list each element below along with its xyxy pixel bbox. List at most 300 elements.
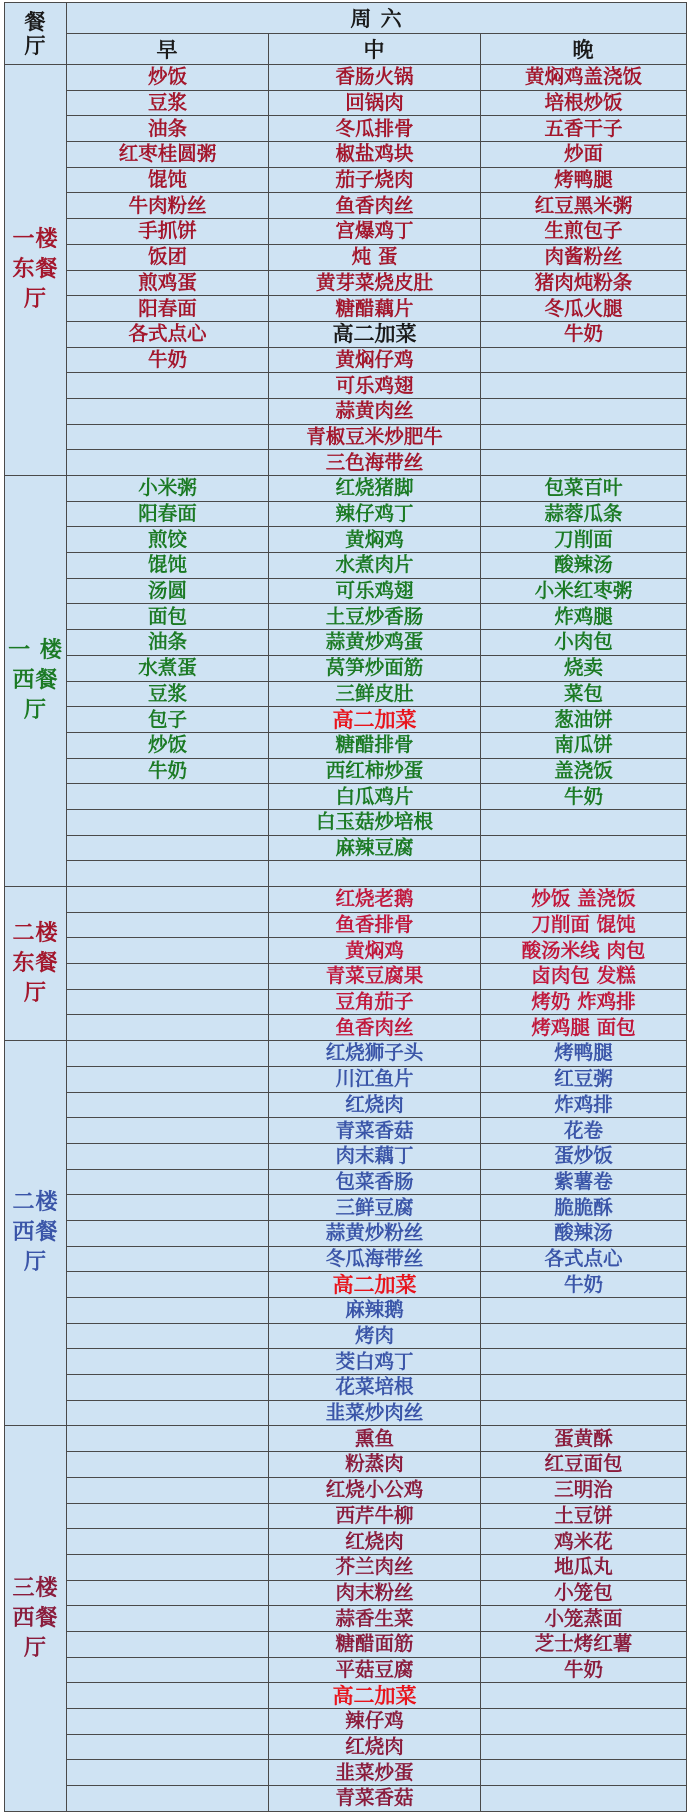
- lunch-dish: 青椒豆米炒肥牛: [269, 424, 481, 450]
- lunch-dish: 白玉菇炒培根: [269, 809, 481, 835]
- menu-table: [4, 2, 687, 1812]
- breakfast-dish: [67, 1349, 269, 1375]
- breakfast-dish: [67, 1657, 269, 1683]
- dinner-dish: 烧卖: [481, 655, 687, 681]
- dinner-dish: [481, 835, 687, 861]
- lunch-dish: 粉蒸肉: [269, 1452, 481, 1478]
- menu-row: [5, 809, 687, 835]
- dinner-dish: [481, 373, 687, 399]
- breakfast-dish: 牛奶: [67, 347, 269, 373]
- breakfast-dish: 馄饨: [67, 167, 269, 193]
- dinner-dish: [481, 424, 687, 450]
- menu-row: [5, 424, 687, 450]
- breakfast-dish: [67, 450, 269, 476]
- breakfast-dish: [67, 1400, 269, 1426]
- menu-row: [5, 1220, 687, 1246]
- breakfast-dish: [67, 1220, 269, 1246]
- hall-header-label: 餐厅: [24, 9, 47, 58]
- breakfast-dish: [67, 1375, 269, 1401]
- menu-row: [5, 964, 687, 990]
- lunch-dish: 茄子烧肉: [269, 167, 481, 193]
- menu-row: [5, 758, 687, 784]
- breakfast-dish: 牛肉粉丝: [67, 193, 269, 219]
- dinner-dish: 蛋黄酥: [481, 1426, 687, 1452]
- hall-name-line: 一 楼: [8, 638, 63, 663]
- lunch-dish: 糖醋藕片: [269, 296, 481, 322]
- lunch-dish: 西红柿炒蛋: [269, 758, 481, 784]
- hall-name-line: 厅: [23, 287, 47, 312]
- hall-name-line: 西餐: [12, 1220, 59, 1246]
- dinner-dish: 花卷: [481, 1118, 687, 1144]
- lunch-dish: 黄焖鸡: [269, 938, 481, 964]
- menu-row: [5, 373, 687, 399]
- breakfast-dish: [67, 938, 269, 964]
- lunch-dish: 黄焖鸡: [269, 527, 481, 553]
- lunch-dish: 肉末藕丁: [269, 1143, 481, 1169]
- menu-row: [5, 1143, 687, 1169]
- lunch-dish: 莴笋炒面筋: [269, 655, 481, 681]
- lunch-dish: 青菜豆腐果: [269, 964, 481, 990]
- dinner-dish: 酸汤米线 肉包: [481, 938, 687, 964]
- hall-header-cell: [5, 3, 67, 65]
- dinner-dish: 蒜蓉瓜条: [481, 501, 687, 527]
- dinner-dish: 小米红枣粥: [481, 578, 687, 604]
- dinner-dish: [481, 861, 687, 887]
- lunch-dish: 青菜香菇: [269, 1118, 481, 1144]
- breakfast-dish: [67, 1426, 269, 1452]
- menu-row: [5, 912, 687, 938]
- breakfast-dish: 豆浆: [67, 90, 269, 116]
- breakfast-dish: 油条: [67, 116, 269, 142]
- dinner-dish: 紫薯卷: [481, 1169, 687, 1195]
- menu-row: [5, 887, 687, 913]
- lunch-dish: 茭白鸡丁: [269, 1349, 481, 1375]
- dinner-dish: 牛奶: [481, 321, 687, 347]
- lunch-dish: 熏鱼: [269, 1426, 481, 1452]
- breakfast-dish: 煎鸡蛋: [67, 270, 269, 296]
- dinner-dish: 地瓜丸: [481, 1554, 687, 1580]
- header-row-day: [5, 3, 687, 34]
- menu-row: [5, 1683, 687, 1709]
- menu-row: [5, 681, 687, 707]
- dinner-dish: 烤鸭腿: [481, 167, 687, 193]
- dinner-dish: 炸鸡排: [481, 1092, 687, 1118]
- hall-name-cell: [5, 1041, 67, 1426]
- hall-name-cell: [5, 887, 67, 1041]
- menu-row: [5, 553, 687, 579]
- breakfast-dish: [67, 861, 269, 887]
- lunch-dish: 红烧肉: [269, 1092, 481, 1118]
- breakfast-dish: 小米粥: [67, 476, 269, 502]
- hall-name-line: 厅: [23, 1635, 47, 1661]
- lunch-dish: 韭菜炒肉丝: [269, 1400, 481, 1426]
- breakfast-dish: [67, 784, 269, 810]
- dinner-dish: 炸鸡腿: [481, 604, 687, 630]
- lunch-dish: 芥兰肉丝: [269, 1554, 481, 1580]
- menu-row: [5, 655, 687, 681]
- dinner-dish: 芝士烤红薯: [481, 1631, 687, 1657]
- breakfast-dish: [67, 1092, 269, 1118]
- breakfast-dish: [67, 1786, 269, 1812]
- menu-row: [5, 1015, 687, 1041]
- lunch-dish: 土豆炒香肠: [269, 604, 481, 630]
- meal-header-breakfast: 早: [67, 34, 269, 65]
- menu-row: [5, 1118, 687, 1144]
- breakfast-dish: 饭团: [67, 244, 269, 270]
- menu-row: [5, 1272, 687, 1298]
- dinner-dish: [481, 1709, 687, 1735]
- breakfast-dish: [67, 809, 269, 835]
- lunch-dish: 冬瓜海带丝: [269, 1246, 481, 1272]
- dinner-dish: 鸡米花: [481, 1529, 687, 1555]
- dinner-dish: [481, 1375, 687, 1401]
- lunch-dish: 红烧猪脚: [269, 476, 481, 502]
- special-dish: 高二加菜: [269, 321, 481, 347]
- dinner-dish: [481, 809, 687, 835]
- lunch-dish: 宫爆鸡丁: [269, 219, 481, 245]
- lunch-dish: 辣仔鸡丁: [269, 501, 481, 527]
- dinner-dish: [481, 1400, 687, 1426]
- breakfast-dish: [67, 1606, 269, 1632]
- dinner-dish: [481, 1683, 687, 1709]
- breakfast-dish: 汤圆: [67, 578, 269, 604]
- dinner-dish: [481, 398, 687, 424]
- breakfast-dish: 阳春面: [67, 501, 269, 527]
- lunch-dish: 辣仔鸡: [269, 1709, 481, 1735]
- menu-row: [5, 1734, 687, 1760]
- dinner-dish: 炒饭 盖浇饭: [481, 887, 687, 913]
- breakfast-dish: [67, 373, 269, 399]
- menu-row: [5, 1400, 687, 1426]
- lunch-dish: 三鲜皮肚: [269, 681, 481, 707]
- hall-name-line: 东餐: [12, 950, 59, 976]
- lunch-dish: 黄芽菜烧皮肚: [269, 270, 481, 296]
- dinner-dish: 包菜百叶: [481, 476, 687, 502]
- menu-row: [5, 1426, 687, 1452]
- dinner-dish: 五香干子: [481, 116, 687, 142]
- lunch-dish: 三色海带丝: [269, 450, 481, 476]
- lunch-dish: 西芹牛柳: [269, 1503, 481, 1529]
- lunch-dish: 红烧狮子头: [269, 1041, 481, 1067]
- lunch-dish: 烤肉: [269, 1323, 481, 1349]
- breakfast-dish: [67, 989, 269, 1015]
- breakfast-dish: [67, 1477, 269, 1503]
- hall-name-cell: [5, 1426, 67, 1811]
- breakfast-dish: [67, 1683, 269, 1709]
- lunch-dish: 韭菜炒蛋: [269, 1760, 481, 1786]
- lunch-dish: 麻辣鹅: [269, 1298, 481, 1324]
- lunch-dish: 鱼香肉丝: [269, 193, 481, 219]
- meal-header-dinner: 晚: [481, 34, 687, 65]
- dinner-dish: 烤鸭腿: [481, 1041, 687, 1067]
- breakfast-dish: [67, 1452, 269, 1478]
- dinner-dish: [481, 347, 687, 373]
- breakfast-dish: [67, 1760, 269, 1786]
- menu-row: [5, 630, 687, 656]
- breakfast-dish: [67, 424, 269, 450]
- lunch-dish: 糖醋排骨: [269, 732, 481, 758]
- lunch-dish: 红烧肉: [269, 1529, 481, 1555]
- lunch-dish: 豆角茄子: [269, 989, 481, 1015]
- dinner-dish: 猪肉炖粉条: [481, 270, 687, 296]
- menu-row: [5, 321, 687, 347]
- menu-row: [5, 270, 687, 296]
- hall-name-line: 厅: [23, 980, 47, 1006]
- lunch-dish: 红烧老鹅: [269, 887, 481, 913]
- dinner-dish: 盖浇饭: [481, 758, 687, 784]
- breakfast-dish: [67, 1709, 269, 1735]
- lunch-dish: 鱼香排骨: [269, 912, 481, 938]
- breakfast-dish: [67, 1554, 269, 1580]
- breakfast-dish: 各式点心: [67, 321, 269, 347]
- meal-header-lunch: 中: [269, 34, 481, 65]
- breakfast-dish: 炒饭: [67, 65, 269, 91]
- lunch-dish: 白瓜鸡片: [269, 784, 481, 810]
- lunch-dish: 可乐鸡翅: [269, 578, 481, 604]
- dinner-dish: 卤肉包 发糕: [481, 964, 687, 990]
- menu-row: [5, 65, 687, 91]
- lunch-dish: 川江鱼片: [269, 1066, 481, 1092]
- hall-name-cell: [5, 476, 67, 887]
- lunch-dish: 平菇豆腐: [269, 1657, 481, 1683]
- menu-row: [5, 1503, 687, 1529]
- dinner-dish: [481, 1323, 687, 1349]
- menu-row: [5, 296, 687, 322]
- dinner-dish: [481, 1349, 687, 1375]
- lunch-dish: 回锅肉: [269, 90, 481, 116]
- menu-row: [5, 732, 687, 758]
- menu-row: [5, 578, 687, 604]
- breakfast-dish: [67, 1041, 269, 1067]
- breakfast-dish: [67, 1580, 269, 1606]
- menu-row: [5, 1529, 687, 1555]
- breakfast-dish: [67, 1734, 269, 1760]
- dinner-dish: [481, 1786, 687, 1812]
- breakfast-dish: [67, 1143, 269, 1169]
- dinner-dish: [481, 450, 687, 476]
- breakfast-dish: [67, 1015, 269, 1041]
- special-dish: 高二加菜: [269, 1272, 481, 1298]
- dinner-dish: 蛋炒饭: [481, 1143, 687, 1169]
- menu-row: [5, 90, 687, 116]
- lunch-dish: 三鲜豆腐: [269, 1195, 481, 1221]
- menu-row: [5, 707, 687, 733]
- header-row-meals: [5, 34, 687, 65]
- lunch-dish: 鱼香肉丝: [269, 1015, 481, 1041]
- menu-row: [5, 501, 687, 527]
- dinner-dish: 冬瓜火腿: [481, 296, 687, 322]
- breakfast-dish: 豆浆: [67, 681, 269, 707]
- menu-row: [5, 1657, 687, 1683]
- lunch-dish: 香肠火锅: [269, 65, 481, 91]
- dinner-dish: 牛奶: [481, 1657, 687, 1683]
- menu-row: [5, 244, 687, 270]
- menu-row: [5, 193, 687, 219]
- menu-row: [5, 450, 687, 476]
- breakfast-dish: [67, 1195, 269, 1221]
- dinner-dish: 红豆粥: [481, 1066, 687, 1092]
- dinner-dish: 南瓜饼: [481, 732, 687, 758]
- menu-row: [5, 784, 687, 810]
- breakfast-dish: 煎饺: [67, 527, 269, 553]
- breakfast-dish: [67, 887, 269, 913]
- hall-name-line: 二楼: [12, 920, 59, 946]
- menu-row: [5, 1760, 687, 1786]
- hall-name-line: 三楼: [12, 1575, 59, 1601]
- lunch-dish: 蒜黄炒粉丝: [269, 1220, 481, 1246]
- breakfast-dish: [67, 1503, 269, 1529]
- dinner-dish: 土豆饼: [481, 1503, 687, 1529]
- hall-name-line: 一楼: [12, 227, 59, 252]
- lunch-dish: 麻辣豆腐: [269, 835, 481, 861]
- lunch-dish: 青菜香菇: [269, 1786, 481, 1812]
- dinner-dish: 各式点心: [481, 1246, 687, 1272]
- dinner-dish: 三明治: [481, 1477, 687, 1503]
- dinner-dish: 烤奶 炸鸡排: [481, 989, 687, 1015]
- menu-row: [5, 1323, 687, 1349]
- hall-name-line: 厅: [23, 1250, 47, 1276]
- lunch-dish: [269, 861, 481, 887]
- hall-name-line: 厅: [23, 698, 47, 723]
- hall-name-cell: [5, 65, 67, 476]
- dinner-dish: 菜包: [481, 681, 687, 707]
- breakfast-dish: 面包: [67, 604, 269, 630]
- menu-row: [5, 347, 687, 373]
- breakfast-dish: 炒饭: [67, 732, 269, 758]
- dinner-dish: [481, 1734, 687, 1760]
- dinner-dish: 肉酱粉丝: [481, 244, 687, 270]
- menu-row: [5, 142, 687, 168]
- menu-row: [5, 398, 687, 424]
- dinner-dish: 牛奶: [481, 1272, 687, 1298]
- dinner-dish: 培根炒饭: [481, 90, 687, 116]
- breakfast-dish: 水煮蛋: [67, 655, 269, 681]
- breakfast-dish: 红枣桂圆粥: [67, 142, 269, 168]
- dinner-dish: [481, 1760, 687, 1786]
- breakfast-dish: [67, 1169, 269, 1195]
- menu-row: [5, 861, 687, 887]
- breakfast-dish: [67, 964, 269, 990]
- lunch-dish: 蒜黄肉丝: [269, 398, 481, 424]
- lunch-dish: 花菜培根: [269, 1375, 481, 1401]
- menu-row: [5, 1092, 687, 1118]
- menu-row: [5, 116, 687, 142]
- breakfast-dish: [67, 1066, 269, 1092]
- menu-row: [5, 1246, 687, 1272]
- menu-row: [5, 835, 687, 861]
- breakfast-dish: [67, 1298, 269, 1324]
- menu-row: [5, 1195, 687, 1221]
- lunch-dish: 水煮肉片: [269, 553, 481, 579]
- breakfast-dish: [67, 1272, 269, 1298]
- dinner-dish: 小肉包: [481, 630, 687, 656]
- dinner-dish: 小笼蒸面: [481, 1606, 687, 1632]
- menu-row: [5, 476, 687, 502]
- menu-row: [5, 1298, 687, 1324]
- menu-row: [5, 1477, 687, 1503]
- lunch-dish: 黄焖仔鸡: [269, 347, 481, 373]
- breakfast-dish: [67, 1323, 269, 1349]
- special-dish: 高二加菜: [269, 707, 481, 733]
- dinner-dish: [481, 1298, 687, 1324]
- menu-row: [5, 1375, 687, 1401]
- breakfast-dish: 手抓饼: [67, 219, 269, 245]
- dinner-dish: 小笼包: [481, 1580, 687, 1606]
- breakfast-dish: [67, 835, 269, 861]
- lunch-dish: 蒜黄炒鸡蛋: [269, 630, 481, 656]
- menu-row: [5, 604, 687, 630]
- lunch-dish: 肉末粉丝: [269, 1580, 481, 1606]
- menu-row: [5, 1066, 687, 1092]
- menu-row: [5, 1786, 687, 1812]
- breakfast-dish: 包子: [67, 707, 269, 733]
- dinner-dish: 酸辣汤: [481, 553, 687, 579]
- lunch-dish: 炖 蛋: [269, 244, 481, 270]
- breakfast-dish: [67, 1631, 269, 1657]
- dinner-dish: 刀削面 馄饨: [481, 912, 687, 938]
- menu-row: [5, 1631, 687, 1657]
- menu-row: [5, 219, 687, 245]
- dinner-dish: 烤鸡腿 面包: [481, 1015, 687, 1041]
- breakfast-dish: [67, 912, 269, 938]
- dinner-dish: 葱油饼: [481, 707, 687, 733]
- menu-row: [5, 1349, 687, 1375]
- breakfast-dish: 牛奶: [67, 758, 269, 784]
- menu-row: [5, 167, 687, 193]
- breakfast-dish: 馄饨: [67, 553, 269, 579]
- menu-row: [5, 1580, 687, 1606]
- hall-name-line: 西餐: [12, 1605, 59, 1631]
- menu-row: [5, 1041, 687, 1067]
- dinner-dish: 炒面: [481, 142, 687, 168]
- dinner-dish: 牛奶: [481, 784, 687, 810]
- special-dish: 高二加菜: [269, 1683, 481, 1709]
- dinner-dish: 红豆黑米粥: [481, 193, 687, 219]
- breakfast-dish: [67, 1529, 269, 1555]
- breakfast-dish: [67, 1246, 269, 1272]
- dinner-dish: 黄焖鸡盖浇饭: [481, 65, 687, 91]
- day-header: 周 六: [67, 3, 687, 34]
- menu-body: [5, 65, 687, 1812]
- hall-name-line: 东餐: [12, 257, 59, 282]
- breakfast-dish: [67, 1118, 269, 1144]
- menu-row: [5, 527, 687, 553]
- menu-row: [5, 1709, 687, 1735]
- hall-name-line: 西餐: [12, 668, 59, 693]
- lunch-dish: 可乐鸡翅: [269, 373, 481, 399]
- breakfast-dish: [67, 398, 269, 424]
- dinner-dish: 生煎包子: [481, 219, 687, 245]
- menu-row: [5, 938, 687, 964]
- lunch-dish: 包菜香肠: [269, 1169, 481, 1195]
- lunch-dish: 冬瓜排骨: [269, 116, 481, 142]
- lunch-dish: 椒盐鸡块: [269, 142, 481, 168]
- hall-name-line: 二楼: [12, 1190, 59, 1216]
- breakfast-dish: 阳春面: [67, 296, 269, 322]
- menu-row: [5, 1606, 687, 1632]
- dinner-dish: 红豆面包: [481, 1452, 687, 1478]
- lunch-dish: 蒜香生菜: [269, 1606, 481, 1632]
- lunch-dish: 糖醋面筋: [269, 1631, 481, 1657]
- menu-row: [5, 1554, 687, 1580]
- menu-row: [5, 1452, 687, 1478]
- dinner-dish: 酸辣汤: [481, 1220, 687, 1246]
- dinner-dish: 脆脆酥: [481, 1195, 687, 1221]
- lunch-dish: 红烧小公鸡: [269, 1477, 481, 1503]
- menu-row: [5, 1169, 687, 1195]
- lunch-dish: 红烧肉: [269, 1734, 481, 1760]
- breakfast-dish: 油条: [67, 630, 269, 656]
